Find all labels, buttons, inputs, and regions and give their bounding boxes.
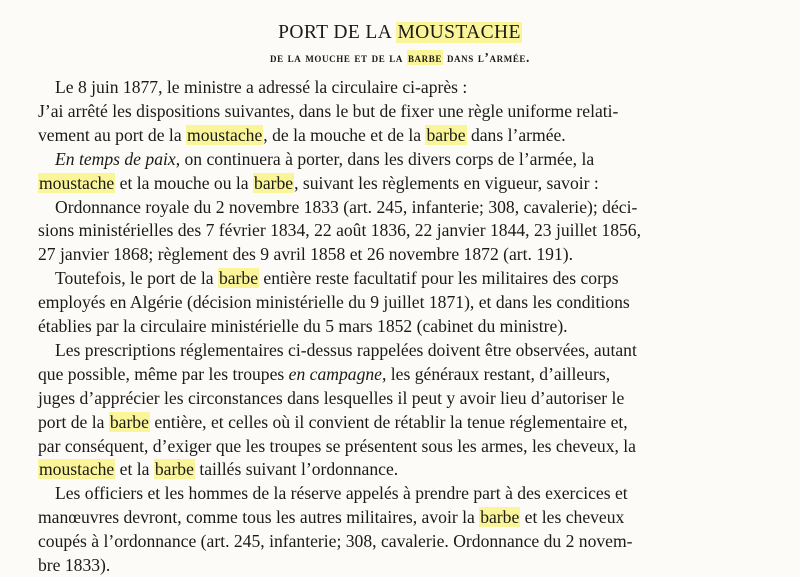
highlighted-term: moustache (39, 172, 115, 193)
text-line (38, 529, 633, 553)
italic-text: en campagne (288, 363, 382, 384)
text-line (55, 266, 619, 290)
text-run: taillés suivant l’ordonnance. (194, 459, 399, 480)
highlighted-term: barbe (109, 411, 149, 432)
page-subtitle (0, 50, 800, 66)
text-line (55, 195, 637, 219)
text-run: , on continuera à porter, dans les divers corps de l’armée, la (175, 148, 595, 169)
text-run: Ordonnance royale du 2 novembre 1833 (art. 245, infanterie; 308, cavalerie); déci- (55, 196, 638, 217)
text-run: entière reste facultatif pour les militaires des corps (259, 268, 619, 289)
text-run: et la mouche ou la (115, 172, 254, 193)
text-run: dans l’armée. (466, 124, 566, 145)
text-line (38, 314, 568, 338)
text-run: employés en Algérie (décision ministérielle du 9 juillet 1871), et dans les conditions (38, 292, 630, 313)
text-run: sions ministérielles des 7 février 1834, 22 août 1836, 22 janvier 1844, 23 juillet 1856, (38, 220, 641, 241)
text-line (55, 481, 628, 505)
title-text: PORT DE LA (278, 22, 397, 43)
subtitle-text-a: de la mouche et de la (269, 50, 407, 65)
text-run: Le 8 juin 1877, le ministre a adressé la circulaire ci-après : (55, 77, 468, 97)
text-run: 27 janvier 1868; règlement des 9 avril 1858 et 26 novembre 1872 (art. 191). (38, 244, 574, 265)
text-run: et la (115, 459, 154, 480)
text-line (38, 386, 624, 410)
text-line (38, 99, 618, 123)
text-run: Les officiers et les hommes de la réserve appelés à prendre part à des exercices et (55, 483, 628, 504)
text-run: , de la mouche et de la (263, 124, 426, 145)
highlighted-term: barbe (154, 459, 194, 480)
text-run: , suivant les règlements en vigueur, savoir : (294, 172, 599, 193)
text-line (38, 553, 110, 577)
text-run: entière, et celles où il convient de rétablir la tenue réglementaire et, (149, 411, 628, 432)
text-line (38, 171, 599, 195)
title-highlight: MOUSTACHE (397, 22, 521, 43)
text-run: bre 1833). (38, 555, 111, 575)
text-line (38, 505, 624, 529)
text-line (38, 123, 566, 147)
text-run: Les prescriptions réglementaires ci-dessus rappelées doivent être observées, autant (55, 339, 637, 360)
text-run: que possible, même par les troupes (38, 363, 289, 384)
subtitle-highlight: barbe (407, 50, 442, 65)
text-line (38, 290, 630, 314)
text-line (38, 362, 610, 386)
text-run: juges d’apprécier les circonstances dans lesquelles il peut y avoir lieu d’autoriser le (38, 387, 625, 408)
text-run: , les généraux restant, d’ailleurs, (381, 363, 611, 384)
highlighted-term: barbe (218, 268, 259, 289)
text-run: par conséquent, d’exiger que les troupes se présentent sous les armes, les cheveux, la (38, 435, 636, 456)
text-run: port de la (38, 411, 109, 432)
text-line (38, 218, 641, 242)
text-run: vement au port de la (38, 124, 187, 145)
highlighted-term: moustache (187, 124, 263, 145)
page-title (0, 22, 800, 44)
text-run: J’ai arrêté les dispositions suivantes, dans le but de fixer une règle uniforme relati- (38, 100, 619, 121)
text-line (38, 434, 636, 458)
highlighted-term: barbe (426, 124, 466, 145)
text-run: coupés à l’ordonnance (art. 245, infanterie; 308, cavalerie. Ordonnance du 2 novem- (38, 531, 633, 552)
highlighted-term: moustache (39, 459, 115, 480)
text-line (55, 338, 637, 362)
text-line (55, 147, 594, 171)
text-run: Toutefois, le port de la (55, 268, 218, 289)
subtitle-text-b: dans l’armée. (442, 50, 530, 65)
text-line (38, 457, 398, 481)
text-line (38, 410, 628, 434)
italic-text: En temps de paix (55, 148, 176, 169)
text-line (55, 75, 467, 99)
highlighted-term: barbe (480, 507, 520, 528)
text-run: manœuvres devront, comme tous les autres militaires, avoir la (38, 507, 480, 528)
text-line (38, 242, 573, 266)
text-run: et les cheveux (520, 507, 625, 528)
highlighted-term: barbe (254, 172, 294, 193)
text-run: établies par la circulaire ministérielle du 5 mars 1852 (cabinet du ministre). (38, 316, 568, 336)
